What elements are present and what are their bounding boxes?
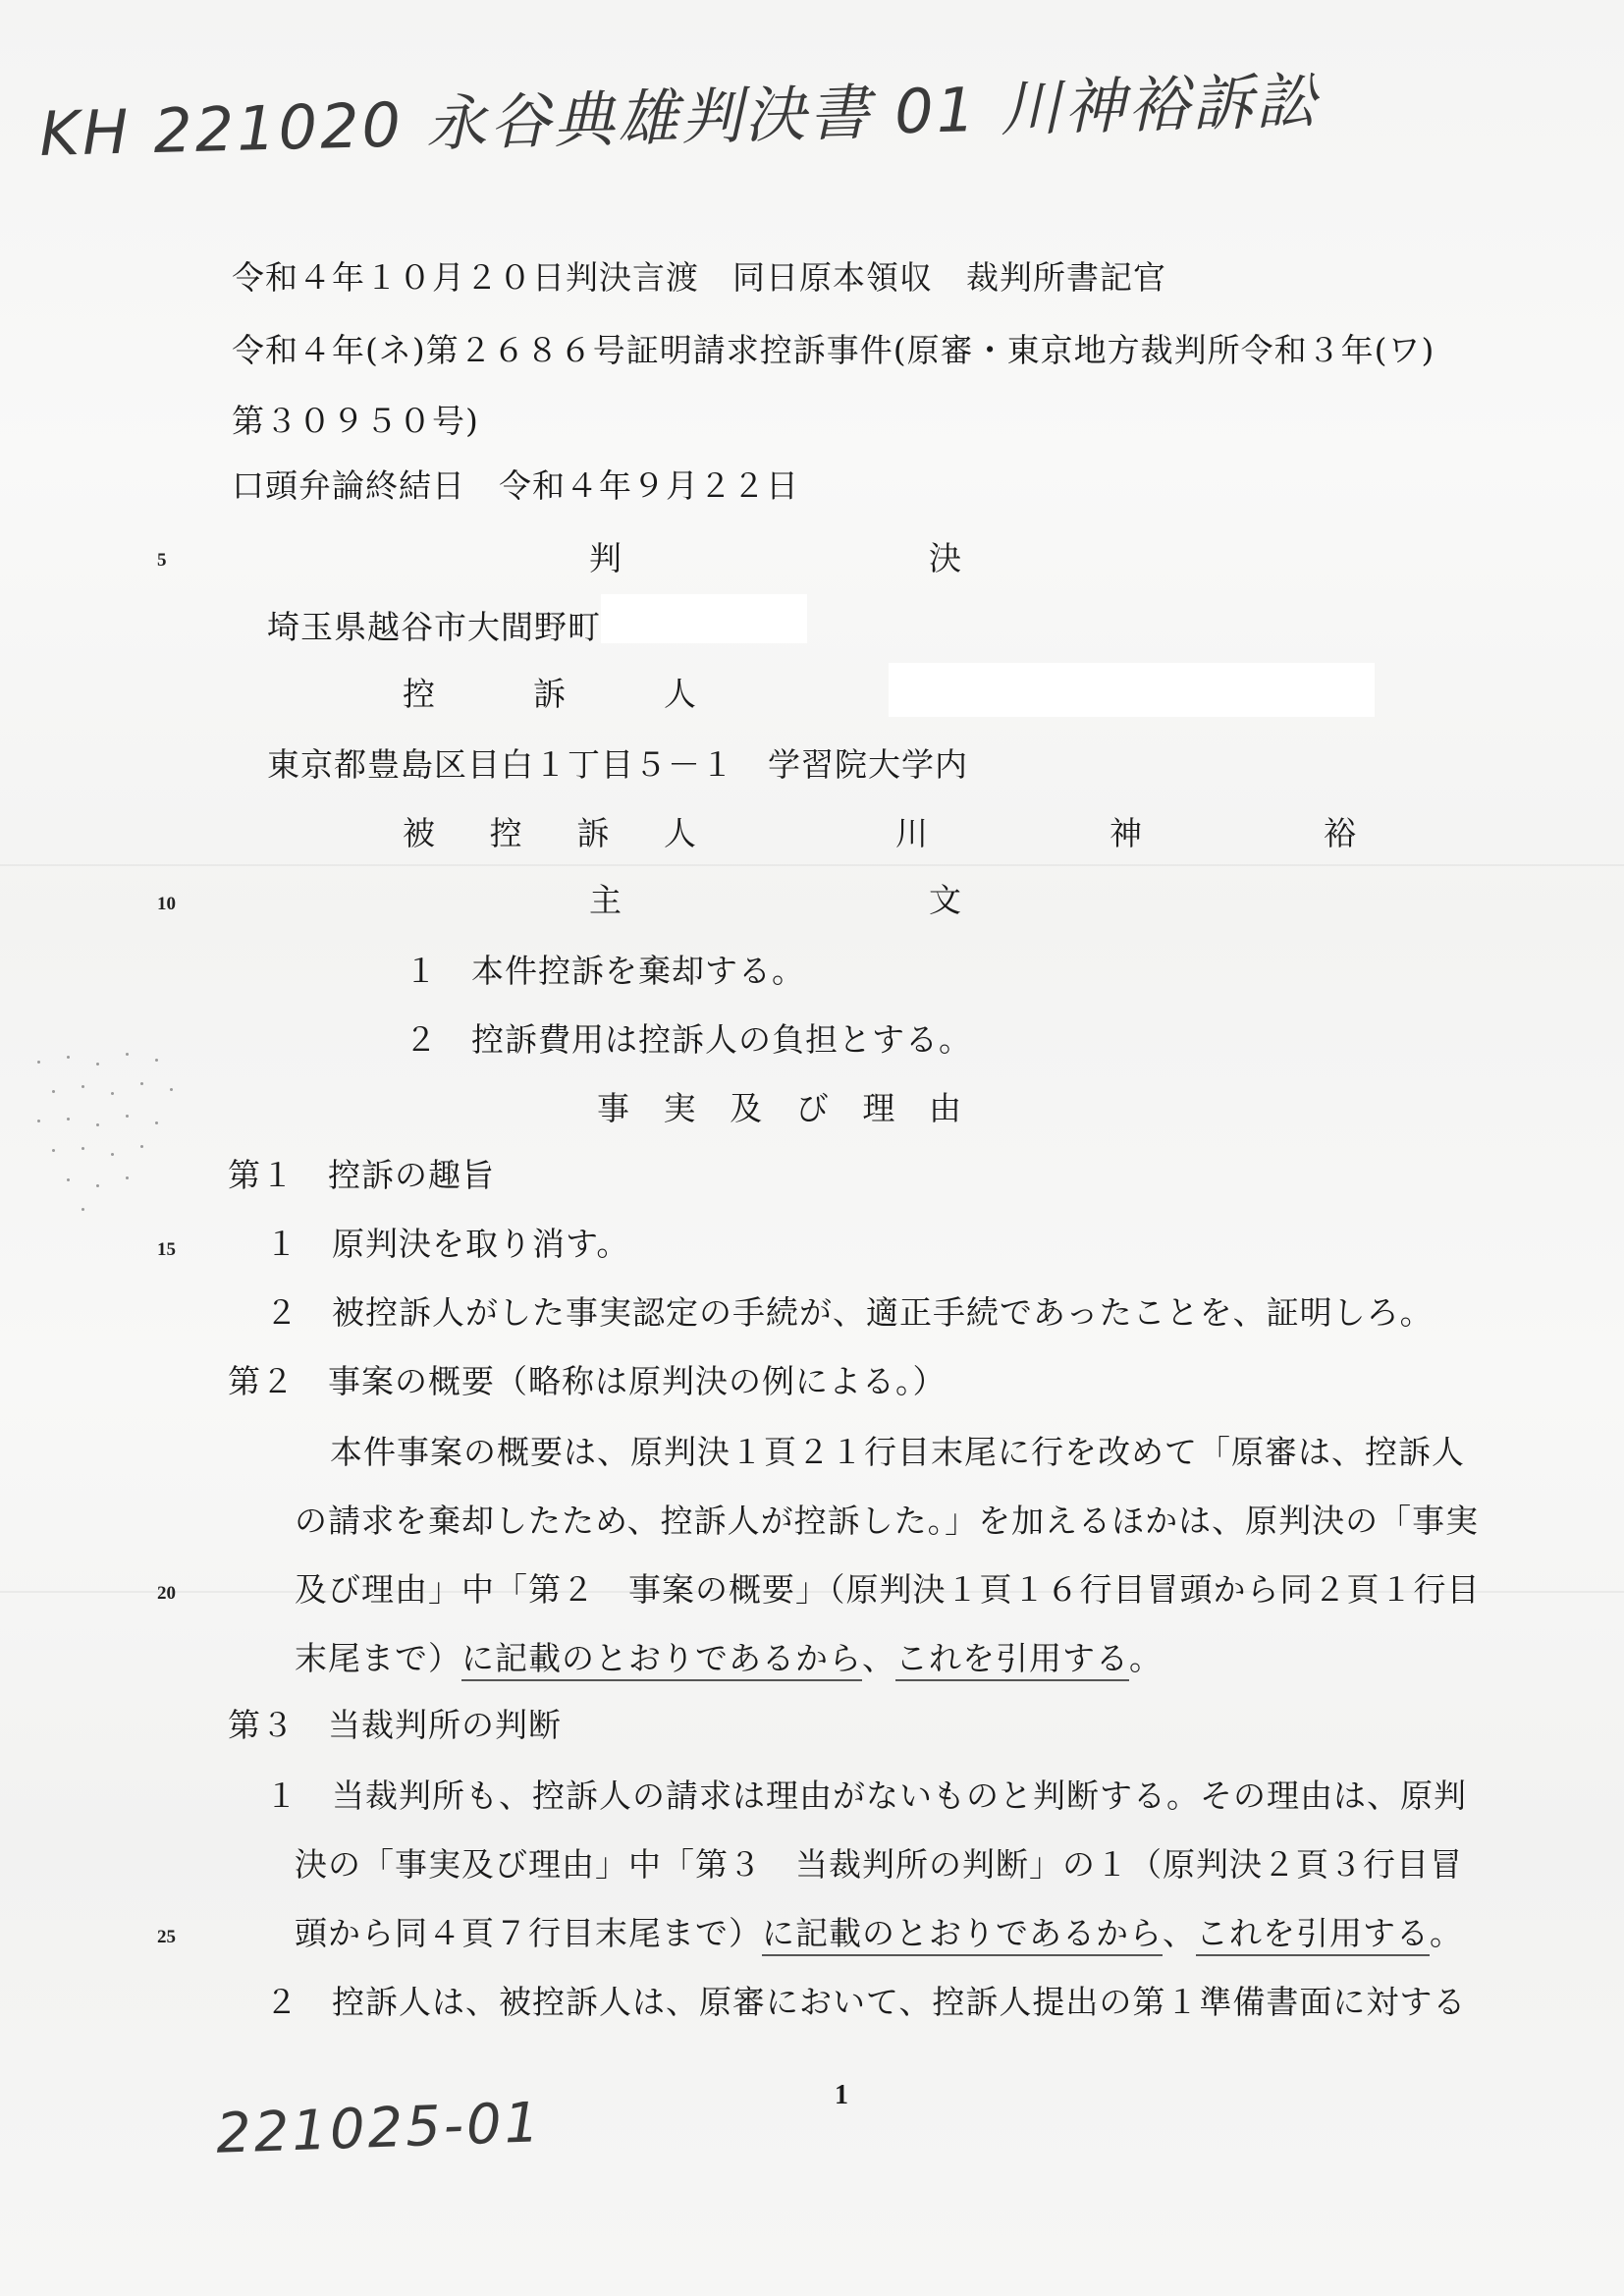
- line-number: 20: [157, 1583, 176, 1604]
- main-text-item-1: １ 本件控訴を棄却する。: [405, 952, 805, 990]
- handwritten-underline: これを引用する: [1196, 1914, 1430, 1956]
- label-char: 控: [403, 675, 436, 713]
- section-2-paragraph-line-2: の請求を棄却したため、控訴人が控訴した。」を加えるほかは、原判決の「事実: [295, 1502, 1480, 1540]
- label-char: 被: [403, 814, 436, 852]
- handwritten-underline: これを引用する: [895, 1639, 1129, 1681]
- heading-char: 理: [862, 1089, 896, 1127]
- label-char: 人: [664, 675, 697, 713]
- redaction-box: [889, 663, 1375, 717]
- section-3-paragraph-line-3: [295, 1914, 1463, 1952]
- heading-char: 由: [928, 1089, 962, 1127]
- paper-fold: [0, 864, 1624, 866]
- title-char: 決: [929, 539, 962, 577]
- section-3-heading: 第３ 当裁判所の判断: [228, 1706, 562, 1744]
- name-char: 裕: [1324, 814, 1357, 852]
- appellee-name: [895, 814, 1357, 852]
- label-char: 訴: [576, 814, 611, 852]
- line-number: 10: [157, 894, 176, 914]
- section-2-heading: 第２ 事案の概要（略称は原判決の例による。）: [228, 1362, 947, 1400]
- section-3-paragraph-line-1: １ 当裁判所も、控訴人の請求は理由がないものと判断する。その理由は、原判: [265, 1777, 1467, 1815]
- heading-char: 事: [597, 1089, 630, 1127]
- appellant-label: [403, 675, 697, 713]
- header-line-1: 令和４年１０月２０日判決言渡 同日原本領収 裁判所書記官: [232, 258, 1166, 297]
- text-segment: 末尾まで）: [295, 1639, 461, 1677]
- redaction-box: [601, 594, 807, 643]
- facts-and-reasons-heading: [597, 1089, 962, 1127]
- handwritten-footer-note: 221025-01: [214, 2091, 544, 2166]
- section-3-paragraph-line-2: 決の「事実及び理由」中「第３ 当裁判所の判断」の１（原判決２頁３行目冒: [295, 1845, 1463, 1884]
- appellant-address: 埼玉県越谷市大間野町: [267, 608, 601, 646]
- text-segment: 。: [1129, 1639, 1163, 1677]
- text-segment: 頭から同４頁７行目末尾まで）: [295, 1914, 762, 1952]
- label-char: 控: [489, 814, 523, 852]
- line-number: 15: [157, 1239, 176, 1260]
- header-line-4: 口頭弁論終結日 令和４年９月２２日: [232, 466, 799, 505]
- scan-perforation-dots: [27, 1041, 194, 1218]
- line-number: 25: [157, 1927, 176, 1947]
- label-char: 人: [663, 814, 697, 852]
- handwritten-header-note: KH 221020 永谷典雄判決書 01 川神裕訴訟: [38, 64, 1321, 171]
- heading-char: 及: [730, 1089, 764, 1127]
- name-char: 川: [895, 814, 929, 852]
- heading-char: び: [795, 1089, 830, 1127]
- header-line-3: 第３０９５０号): [232, 402, 479, 440]
- text-segment: 、: [1163, 1914, 1196, 1952]
- text-segment: 。: [1430, 1914, 1463, 1952]
- section-1-heading: 第１ 控訴の趣旨: [228, 1156, 495, 1194]
- handwritten-underline: に記載のとおりであるから: [461, 1639, 862, 1681]
- section-1-item-2: ２ 被控訴人がした事実認定の手続が、適正手続であったことを、証明しろ。: [265, 1293, 1434, 1332]
- handwritten-underline: に記載のとおりであるから: [762, 1914, 1163, 1956]
- document-title: [589, 539, 962, 577]
- main-text-heading: [589, 881, 962, 919]
- section-2-paragraph-line-4: [295, 1639, 1163, 1677]
- line-number: 5: [157, 550, 167, 571]
- section-1-item-1: １ 原判決を取り消す。: [265, 1225, 630, 1263]
- section-3-paragraph-line-4: ２ 控訴人は、被控訴人は、原審において、控訴人提出の第１準備書面に対する: [265, 1983, 1467, 2021]
- section-2-paragraph-line-3: 及び理由」中「第２ 事案の概要」（原判決１頁１６行目冒頭から同２頁１行目: [295, 1570, 1481, 1609]
- heading-char: 実: [663, 1089, 697, 1127]
- header-line-2: 令和４年(ネ)第２６８６号証明請求控訴事件(原審・東京地方裁判所令和３年(ワ): [232, 331, 1435, 369]
- main-text-item-2: ２ 控訴費用は控訴人の負担とする。: [405, 1020, 972, 1059]
- heading-char: 主: [589, 881, 623, 919]
- heading-char: 文: [929, 881, 962, 919]
- title-char: 判: [589, 539, 623, 577]
- text-segment: 、: [862, 1639, 895, 1677]
- section-2-paragraph-line-1: 本件事案の概要は、原判決１頁２１行目末尾に行を改めて「原審は、控訴人: [330, 1433, 1465, 1471]
- appellee-label: [403, 814, 697, 852]
- page-number: 1: [835, 2080, 848, 2110]
- label-char: 訴: [533, 675, 567, 713]
- name-char: 神: [1110, 814, 1143, 852]
- appellee-address: 東京都豊島区目白１丁目５－１ 学習院大学内: [267, 745, 968, 784]
